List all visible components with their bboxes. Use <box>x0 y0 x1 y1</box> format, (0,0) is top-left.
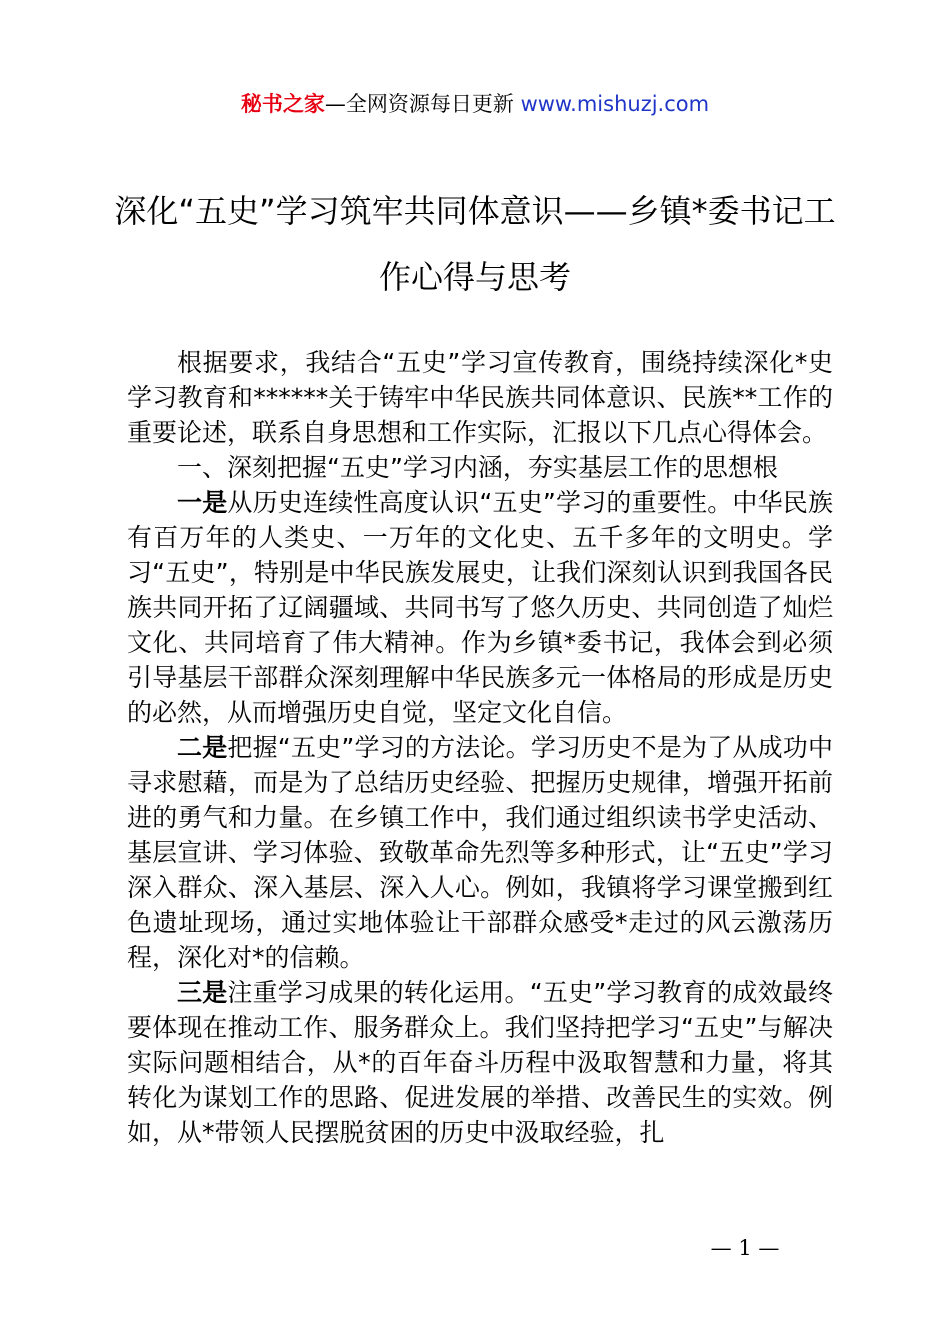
section-heading <box>127 450 833 485</box>
paragraph-text: 根据要求，我结合“五史”学习宣传教育，围绕持续深化*史学习教育和******关于铸牢中华民族共同体意识、民族**工作的重要论述，联系自身思想和工作实际，汇报以下几点心得体会。 <box>127 348 833 447</box>
brand-name: 秘书之家 <box>240 92 325 116</box>
site-url-link[interactable]: www.mishuzj.com <box>520 92 710 116</box>
paragraph-text: 把握“五史”学习的方法论。学习历史不是为了从成功中寻求慰藉，而是为了总结历史经验、把握历史规律，增强开拓前进的勇气和力量。在乡镇工作中，我们通过组织读书学史活动、基层宣讲、学习体验、致敬革命先烈等多种形式，让“五史”学习深入群众、深入基层、深入人心。例如，我镇将学习课堂搬到红色遗址现场，通过实地体验让干部群众感受*走过的风云激荡历程，深化对*的信赖。 <box>127 733 833 972</box>
site-header <box>0 88 950 120</box>
paragraph <box>127 975 833 1150</box>
paragraph-lead: 二是 <box>177 733 228 762</box>
paragraph <box>127 485 833 730</box>
page-number: — 1 — <box>710 1236 780 1260</box>
paragraph <box>127 730 833 975</box>
paragraph-text: 注重学习成果的转化运用。“五史”学习教育的成效最终要体现在推动工作、服务群众上。我们坚持把学习“五史”与解决实际问题相结合，从*的百年奋斗历程中汲取智慧和力量，将其转化为谋划工作的思路、促进发展的举措、改善民生的实效。例如，从*带领人民摆脱贫困的历史中汲取经验，扎 <box>127 978 833 1147</box>
document-title: 深化“五史”学习筑牢共同体意识——乡镇*委书记工作心得与思考 <box>114 192 836 296</box>
paragraph-lead: 一是 <box>177 488 228 517</box>
paragraph-text: 一、深刻把握“五史”学习内涵，夯实基层工作的思想根 <box>177 453 778 482</box>
paragraph-lead: 三是 <box>177 978 228 1007</box>
paragraph <box>127 345 833 450</box>
header-tagline: —全网资源每日更新 <box>324 92 521 116</box>
document-body <box>127 345 833 1150</box>
paragraph-text: 从历史连续性高度认识“五史”学习的重要性。中华民族有百万年的人类史、一万年的文化史、五千多年的文明史。学习“五史”，特别是中华民族发展史，让我们深刻认识到我国各民族共同开拓了辽阔疆域、共同书写了悠久历史、共同创造了灿烂文化、共同培育了伟大精神。作为乡镇*委书记，我体会到必须引导基层干部群众深刻理解中华民族多元一体格局的形成是历史的必然，从而增强历史自觉，坚定文化自信。 <box>127 488 833 727</box>
